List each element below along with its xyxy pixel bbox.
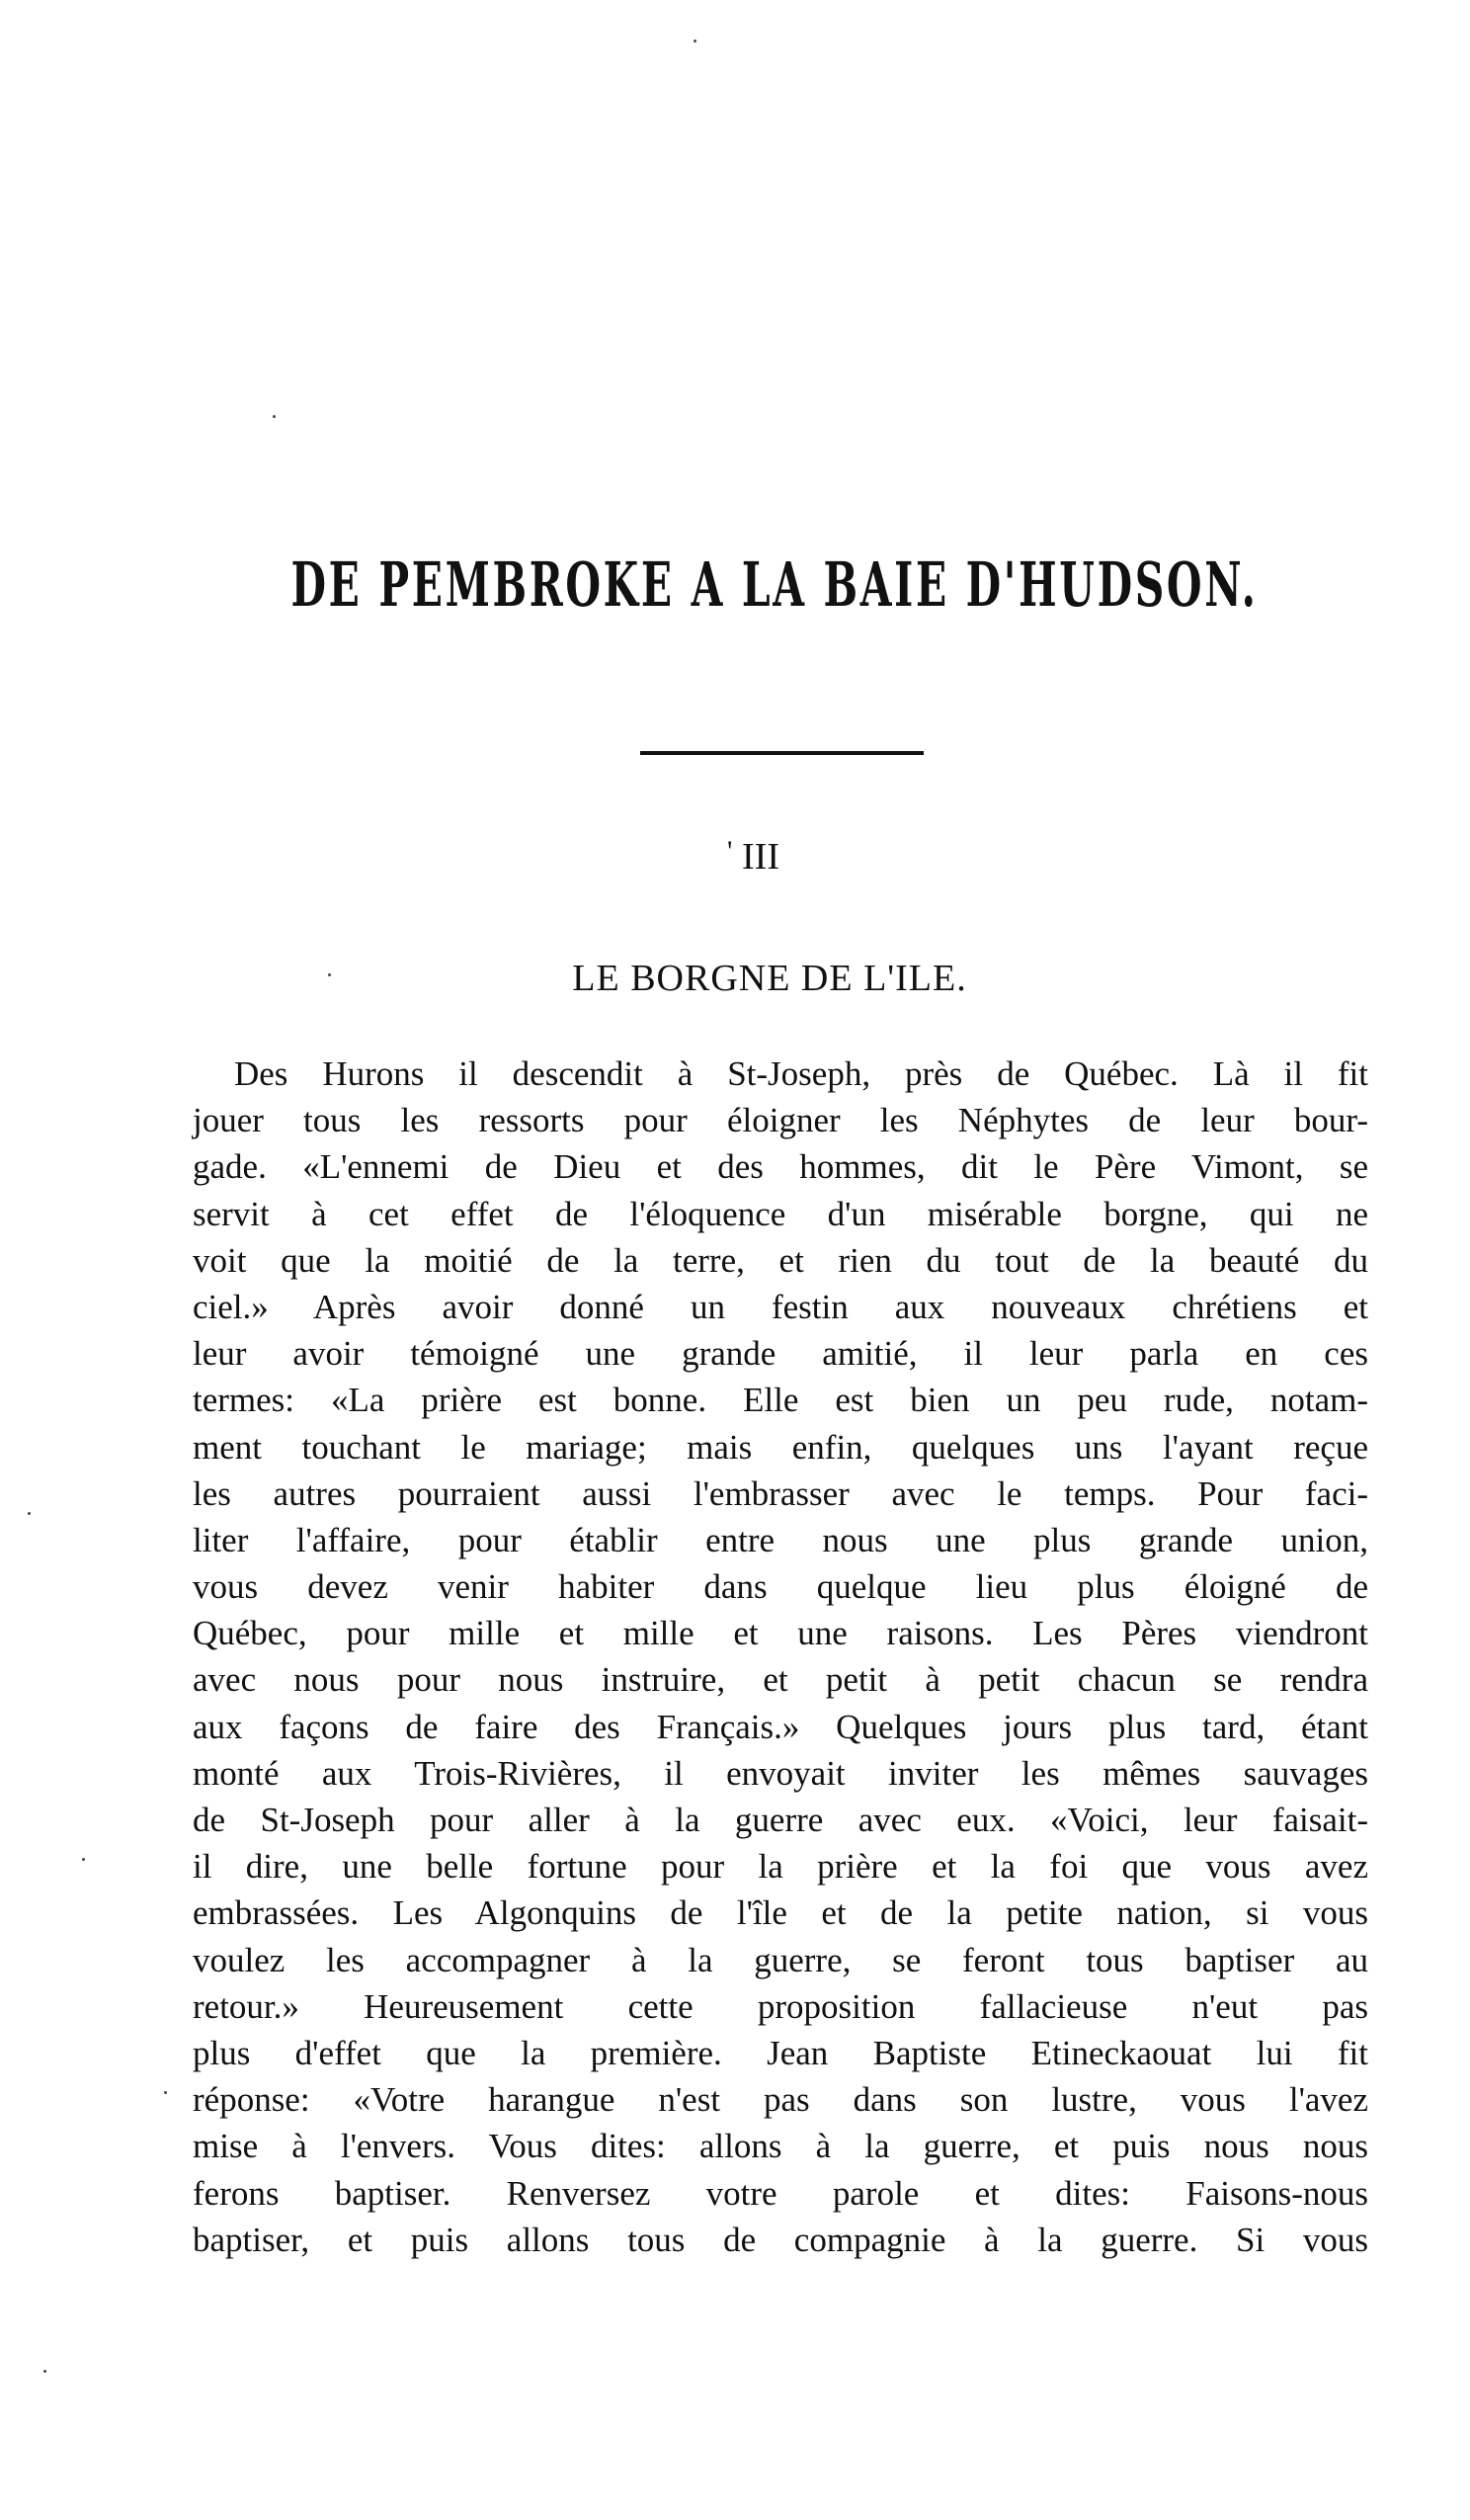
text-line: voulez les accompagner à la guerre, se feront tous baptiser au: [193, 1940, 1368, 1979]
chapter-title: LE BORGNE DE L'ILE.: [572, 958, 967, 999]
paper-speck: [164, 2091, 167, 2094]
text-line: plus d'effet que la première. Jean Baptiste Etineckaouat lui fit: [193, 2033, 1368, 2072]
text-line: avec nous pour nous instruire, et petit à petit chacun se rendra: [193, 1660, 1368, 1700]
text-line: ciel.» Après avoir donné un festin aux nouveaux chrétiens et: [193, 1287, 1368, 1326]
running-title: DE PEMBROKE A LA BAIE D'HUDSON.: [290, 548, 1259, 621]
body-paragraph: [193, 1050, 1368, 2263]
text-line: jouer tous les ressorts pour éloigner les Néphytes de leur bour-: [193, 1101, 1368, 1140]
text-line: leur avoir témoigné une grande amitié, il leur parla en ces: [193, 1334, 1368, 1374]
text-line: ferons baptiser. Renversez votre parole et dites: Faisons-nous: [193, 2173, 1368, 2213]
paper-speck: [328, 973, 331, 976]
title-divider: [640, 751, 924, 755]
text-line: voit que la moitié de la terre, et rien du tout de la beauté du: [193, 1240, 1368, 1280]
text-line: les autres pourraient aussi l'embrasser avec le temps. Pour faci-: [193, 1473, 1368, 1513]
text-line: il dire, une belle fortune pour la prière et la foi que vous avez: [193, 1847, 1368, 1887]
text-line: mise à l'envers. Vous dites: allons à la guerre, et puis nous nous: [193, 2127, 1368, 2166]
text-line: gade. «L'ennemi de Dieu et des hommes, dit le Père Vimont, se: [193, 1147, 1368, 1187]
paper-speck: [273, 415, 276, 418]
text-line: Des Hurons il descendit à St-Joseph, près de Québec. Là il fit: [234, 1054, 1368, 1093]
text-line: liter l'affaire, pour établir entre nous une plus grande union,: [193, 1520, 1368, 1559]
text-line: termes: «La prière est bonne. Elle est bien un peu rude, notam-: [193, 1381, 1368, 1420]
text-line: retour.» Heureusement cette proposition fallacieuse n'eut pas: [193, 1986, 1368, 2026]
paper-speck: [43, 2370, 46, 2373]
text-line: embrassées. Les Algonquins de l'île et de la petite nation, si vous: [193, 1893, 1368, 1933]
text-line: vous devez venir habiter dans quelque lieu plus éloigné de: [193, 1567, 1368, 1607]
text-line: réponse: «Votre harangue n'est pas dans son lustre, vous l'avez: [193, 2080, 1368, 2120]
text-line: Québec, pour mille et mille et une raisons. Les Pères viendront: [193, 1614, 1368, 1653]
text-line: monté aux Trois-Rivières, il envoyait inviter les mêmes sauvages: [193, 1753, 1368, 1793]
text-line: servit à cet effet de l'éloquence d'un misérable borgne, qui ne: [193, 1194, 1368, 1233]
text-line: aux façons de faire des Français.» Quelques jours plus tard, étant: [193, 1707, 1368, 1746]
text-line: de St-Joseph pour aller à la guerre avec eux. «Voici, leur faisait-: [193, 1801, 1368, 1839]
chapter-mark: ': [727, 835, 733, 868]
text-line: baptiser, et puis allons tous de compagnie à la guerre. Si vous: [193, 2220, 1368, 2259]
paper-speck: [28, 1512, 31, 1515]
chapter-number: III: [742, 836, 779, 878]
paper-speck: [694, 40, 696, 42]
paper-speck: [82, 1858, 85, 1861]
text-line: ment touchant le mariage; mais enfin, quelques uns l'ayant reçue: [193, 1427, 1368, 1467]
